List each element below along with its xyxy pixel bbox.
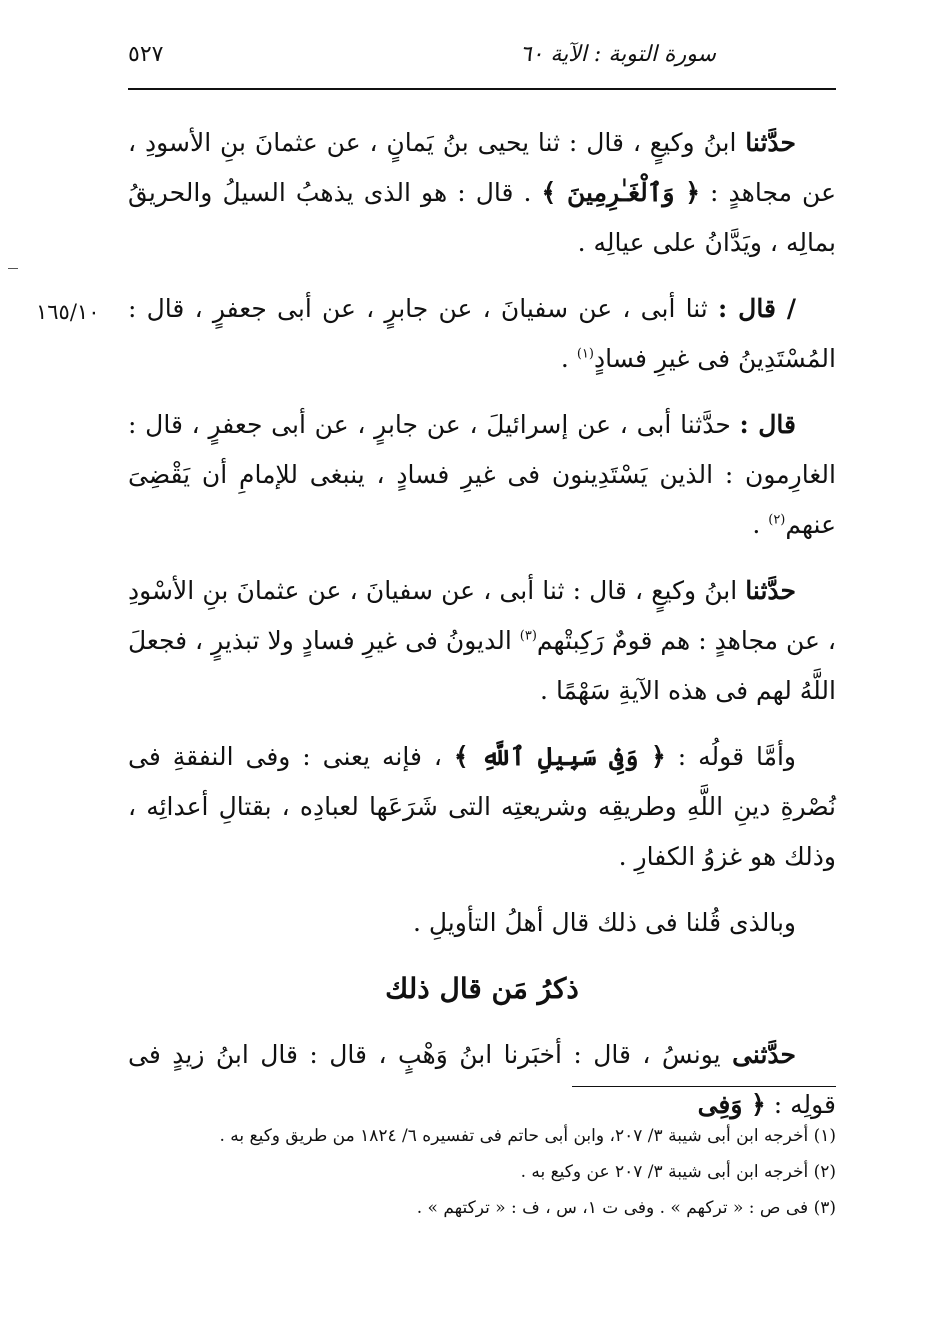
quran-quote: ﴿ وَٱلْغَـٰرِمِينَ ﴾ <box>541 178 700 207</box>
footnote-rule <box>572 1086 836 1087</box>
margin-reference: ١٦٥/١٠ <box>36 300 100 324</box>
paragraph: حدَّثنى يونسُ ، قال : أخبَرنا ابنُ وَهْبٍ ، قال : قال ابنُ زيدٍ فى قولِه : ﴿ وَفِى <box>128 1040 836 1119</box>
footnote-marker: (٣) <box>519 628 537 644</box>
header-rule <box>128 88 836 90</box>
footnote-marker: (٢) <box>768 512 786 528</box>
margin-tick <box>8 268 18 269</box>
footnote: (٣) فى ص : « تركهم » . وفى ت ١، س ، ف : « تركتهم » . <box>416 1198 836 1218</box>
quran-quote: ﴿ وَفِى <box>697 1090 766 1119</box>
paragraph: حدَّثنا ابنُ وكيعٍ ، قال : ثنا يحيى بنُ يَمانٍ ، عن عثمانَ بنِ الأسودِ ، عن مجاهدٍ : ﴿ وَٱلْغَـٰرِمِينَ ﴾ . قال : هو الذى يذهبُ السيلُ والحريقُ بمالِه ، ويَدَّانُ على عيالِه . <box>128 128 836 257</box>
main-text <box>128 118 836 1146</box>
paragraph: وأمَّا قولُه : ﴿ وَفِى سَبِيلِ ٱللَّهِ ﴾ ، فإنه يعنى : وفى النفقةِ فى نُصْرةِ دينِ اللَّهِ وطريقِه وشريعتِه التى شَرَعَها لعبادِه ، بقتالِ أعدائِه ، وذلك هو غزوُ الكفارِ . <box>128 742 836 871</box>
running-title: سورة التوبة : الآية ٦٠ <box>519 42 716 67</box>
paragraph: وبالذى قُلنا فى ذلك قال أهلُ التأويلِ . <box>412 908 796 937</box>
quran-quote: ﴿ وَفِى سَبِيلِ ٱللَّهِ ﴾ <box>453 742 666 771</box>
paragraph: / قال : ثنا أبى ، عن سفيانَ ، عن جابرٍ ، عن أبى جعفرٍ ، قال : المُسْتَدِينُ فى غيرِ فسادٍ$^{(١)}$ . <box>128 294 836 373</box>
paragraph: قال : حدَّثنا أبى ، عن إسرائيلَ ، عن جابرٍ ، عن أبى جعفرٍ ، قال : الغارِمون : الذين يَسْتَدِينون فى غيرِ فسادٍ ، ينبغى للإمامِ أن يَقْضِىَ عنهم$^{(٢)}$ . <box>128 410 836 539</box>
footnote-marker: (١) <box>576 346 594 362</box>
page-header <box>128 38 836 78</box>
section-heading: ذكرُ مَن قال ذلك <box>385 972 579 1005</box>
paragraph: حدَّثنا ابنُ وكيعٍ ، قال : ثنا أبى ، عن سفيانَ ، عن عثمانَ بنِ الأسْودِ ، عن مجاهدٍ : هم قومٌ رَكِبتْهم$^{(٣)}$ الديونُ فى غيرِ فسادٍ ولا تبذيرٍ ، فجعلَ اللَّهُ لهم فى هذه الآيةِ سَهْمًا . <box>128 576 836 705</box>
footnote: (١) أخرجه ابن أبى شيبة ٣/ ٢٠٧، وابن أبى حاتم فى تفسيره ٦/ ١٨٢٤ من طريق وكيع به . <box>219 1126 836 1146</box>
footnote: (٢) أخرجه ابن أبى شيبة ٣/ ٢٠٧ عن وكيع به . <box>520 1162 836 1182</box>
footnotes <box>128 1118 836 1226</box>
page-number: ٥٢٧ <box>128 42 164 67</box>
